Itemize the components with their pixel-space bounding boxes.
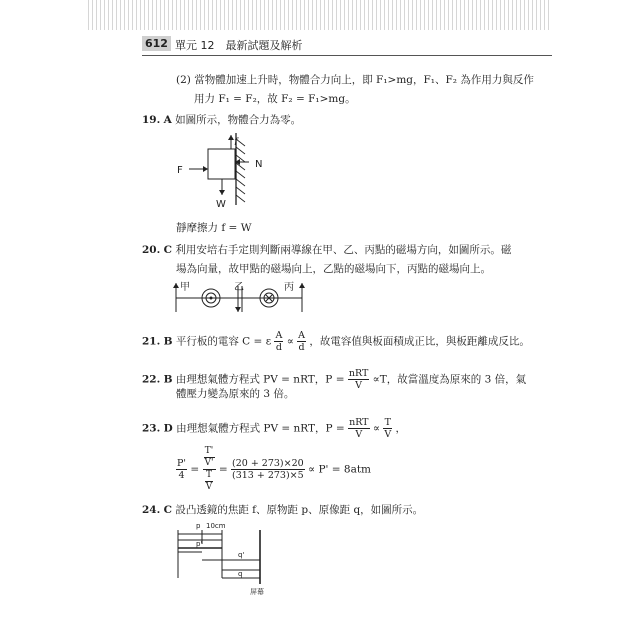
q18-line-1: (2) 當物體加速上升時，物體合力向上，即 F₁>mg，F₁、F₂ 為作用力與反作: [176, 74, 534, 86]
q19-label-f: f: [234, 137, 238, 148]
q19-force-diagram: [175, 133, 275, 213]
q24-heading: [142, 503, 423, 517]
q23-eq-result: ∝ P' = 8atm: [308, 463, 372, 476]
q19-friction-text: 靜摩擦力 f = W: [176, 222, 252, 234]
q23-frac-1: $\frac{\text{nRT}}{V}$: [349, 417, 369, 440]
q21-prefix: 平行板的電容 C = ε: [175, 335, 272, 348]
page-header: [142, 36, 552, 56]
q22-frac: $\frac{\text{nRT}}{V}$: [348, 368, 369, 391]
q23-eq-rhs: $\frac{(20 + 273)\times 20}{(313 + 273)\times 5}$: [232, 458, 304, 481]
q20-label-yi: 乙: [234, 282, 244, 293]
q20-label-bing: 丙: [284, 282, 294, 293]
q19-number: 19.: [142, 114, 161, 126]
q21-suffix: ，故電容值與板面積成正比，與板距離成反比。: [309, 335, 530, 348]
q21-frac-1: $\frac{A}{d}$: [275, 330, 283, 353]
q21-answer: B: [163, 335, 173, 348]
q20-magnetic-field-diagram: [172, 280, 312, 316]
unit-title: 單元 12 最新試題及解析: [175, 39, 303, 52]
q23-answer: D: [163, 422, 173, 435]
q20-answer: C: [163, 244, 172, 256]
q19-answer: A: [163, 114, 172, 126]
q24-label-q-prime: q': [238, 551, 245, 559]
q24-label-q: q: [238, 570, 243, 578]
q21-number: 21.: [142, 335, 161, 348]
q19-text: 如圖所示，物體合力為零。: [175, 114, 302, 126]
q20-number: 20.: [142, 244, 161, 256]
q23-number: 23.: [142, 422, 161, 435]
q19-label-F: F: [177, 165, 183, 176]
q23-prefix: 由理想氣體方程式 PV = nRT，P =: [176, 422, 345, 435]
header-stripe-decoration: [88, 0, 550, 30]
q22-answer: B: [163, 373, 173, 386]
q23-suffix: ，: [395, 422, 407, 435]
q23-eq-mid: $\frac{\frac{T'}{V'}}{\frac{T}{V}}$: [204, 446, 214, 492]
q19-label-W: W: [216, 199, 226, 210]
header-rule: [142, 55, 552, 56]
q24-text: 設凸透鏡的焦距 f、原物距 p、原像距 q，如圖所示。: [175, 504, 424, 516]
q21-line: [142, 330, 530, 353]
q20-wire-out-of-page: [210, 297, 213, 300]
q20-text-1: 利用安培右手定則判斷兩導線在甲、乙、丙點的磁場方向，如圖所示。磁: [175, 244, 512, 256]
q23-frac-2: $\frac{T}{V}$: [384, 417, 392, 440]
q22-prefix: 由理想氣體方程式 PV = nRT，P =: [175, 373, 345, 386]
q23-equation: $\frac{P'}{4}$ = $\frac{\frac{T'}{V'}}{\frac{T}{V}}$ = $\frac{(20 + 273)\times 20}{(313 + 273)\times 5}$ ∝ P' = 8atm: [177, 446, 372, 492]
q19-heading: [142, 113, 301, 127]
q19-label-N: N: [255, 159, 263, 170]
q22-number: 22.: [142, 373, 161, 386]
q23-eq-lhs: $\frac{P'}{4}$: [177, 458, 187, 481]
q23-prop: ∝: [372, 422, 380, 435]
q20-label-jia: 甲: [180, 282, 190, 293]
q24-label-p: p: [196, 522, 201, 530]
q24-lens-diagram: [172, 518, 282, 598]
q22-line-2: 體壓力變為原來的 3 倍。: [176, 388, 295, 400]
q18-line-2: 用力 F₁ = F₂，故 F₂ = F₁>mg。: [194, 93, 356, 105]
page-number: 612: [142, 36, 171, 51]
q24-number: 24.: [142, 504, 161, 516]
q22-suffix: ∝T，故當溫度為原來的 3 倍，氣: [372, 373, 527, 386]
q21-frac-2: $\frac{A}{d}$: [298, 330, 306, 353]
q20-line-1: [142, 243, 511, 257]
q24-label-screen: 屏幕: [250, 588, 264, 596]
q24-label-10cm: 10cm: [206, 522, 226, 530]
q24-label-p-prime: p': [196, 540, 203, 548]
q19-block: [208, 149, 235, 179]
q23-line-1: [142, 417, 406, 440]
q21-prop: ∝: [286, 335, 294, 348]
q20-line-2: 場為向量，故甲點的磁場向上，乙點的磁場向下，丙點的磁場向上。: [176, 263, 491, 275]
q24-answer: C: [163, 504, 172, 516]
